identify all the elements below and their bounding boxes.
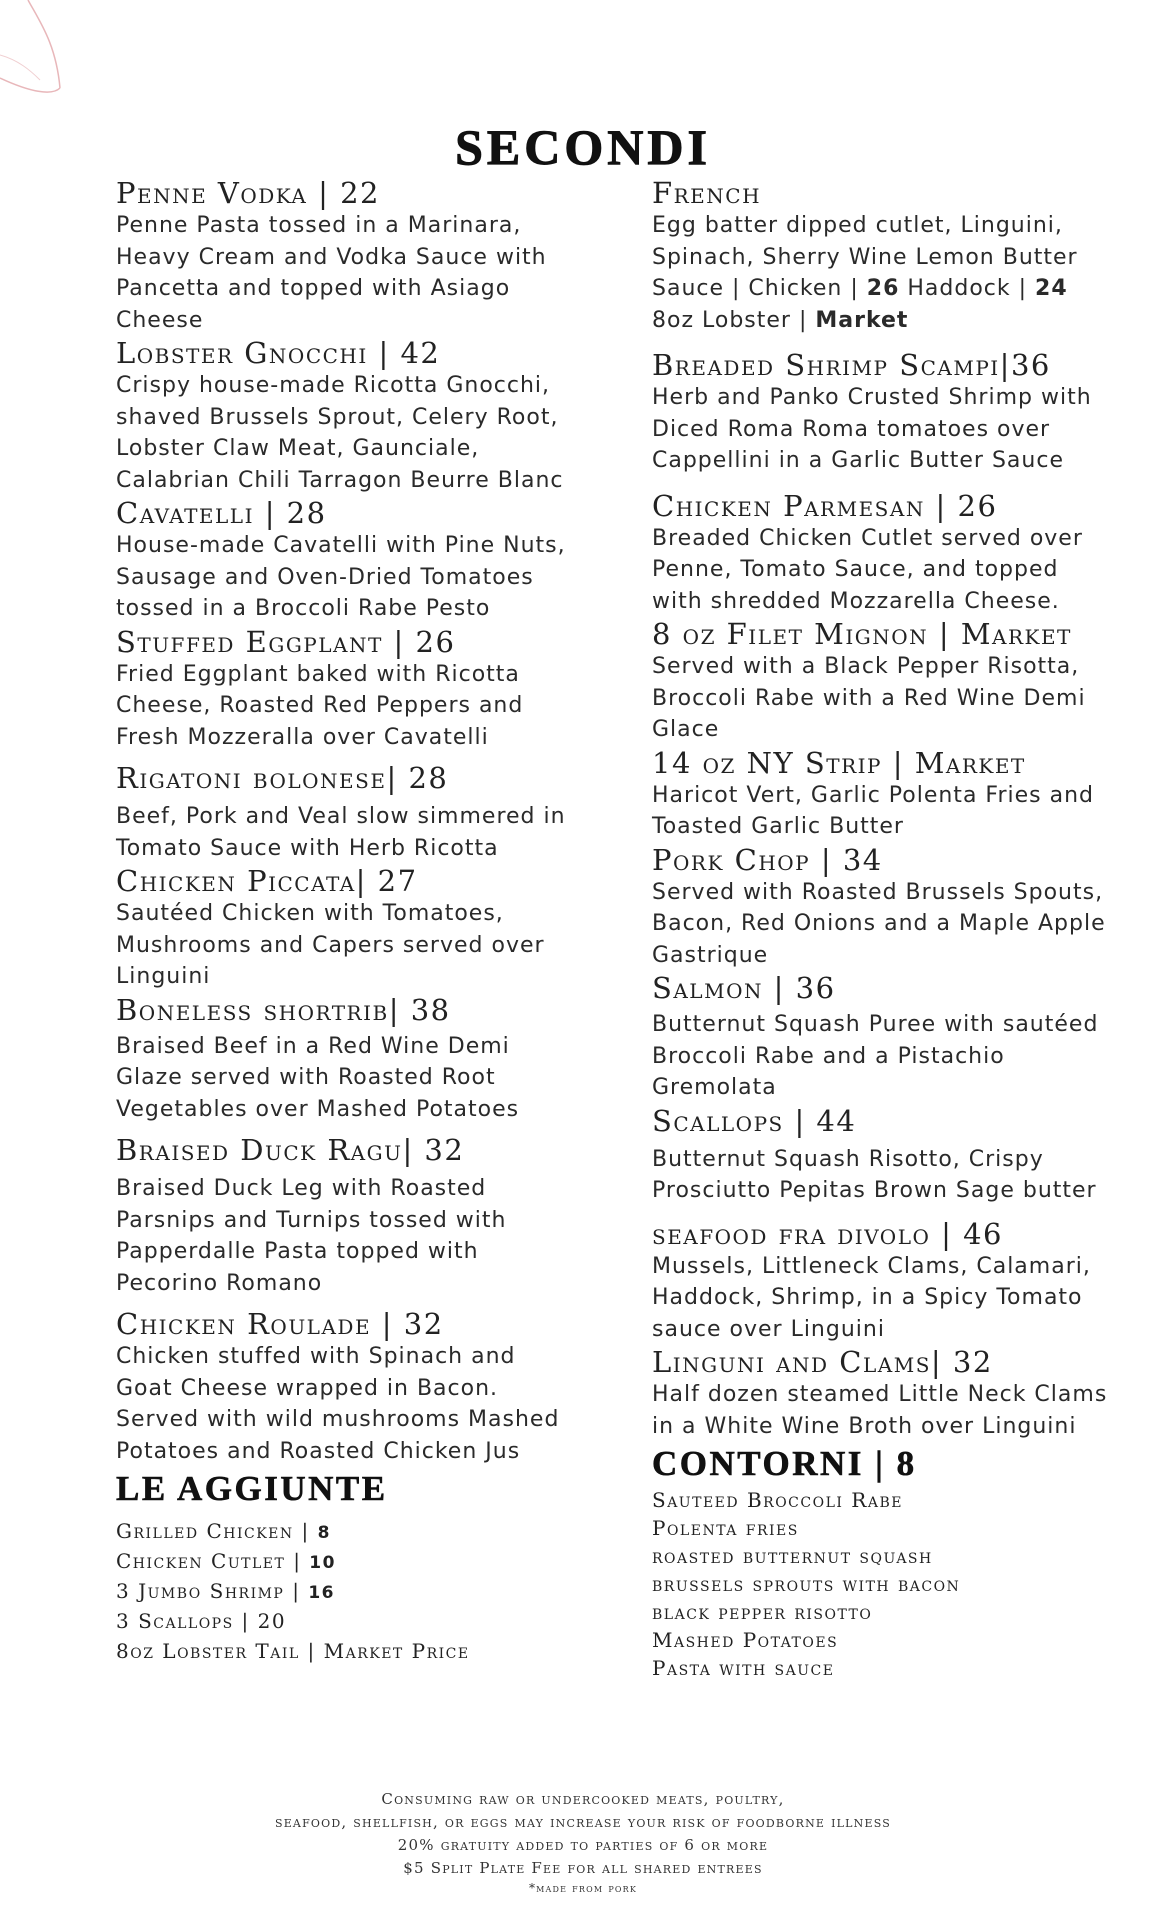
- menu-item-name: Boneless shortrib| 38: [116, 992, 451, 1027]
- side-item: roasted butternut squash: [652, 1544, 933, 1568]
- side-item: Polenta fries: [652, 1516, 799, 1540]
- menu-item-description: Breaded Chicken Cutlet served over Penne, Tomato Sauce, and topped with shredded Mozzarella Cheese.: [652, 525, 1083, 614]
- section-title-aggiunte: LE AGGIUNTE: [116, 1469, 388, 1508]
- menu-item-name: Cavatelli | 28: [116, 496, 327, 530]
- menu-item-name: Linguni and Clams| 32: [652, 1345, 993, 1379]
- menu-item-cavatelli: [116, 496, 578, 625]
- addon-item: 8oz Lobster Tail | Market Price: [116, 1639, 470, 1663]
- menu-item-name: Lobster Gnocchi | 42: [116, 336, 441, 370]
- menu-item-name: French: [652, 176, 762, 210]
- menu-item-french: [652, 176, 1114, 336]
- menu-item-description: House-made Cavatelli with Pine Nuts, Sausage and Oven-Dried Tomatoes tossed in a Broccoli Rabe Pesto: [116, 533, 566, 621]
- menu-item-name: Braised Duck Ragu| 32: [116, 1133, 465, 1167]
- section-title-contorni: CONTORNI | 8: [652, 1444, 917, 1483]
- menu-item-boneless-shortrib: [116, 993, 578, 1126]
- menu-item-filet-mignon: [652, 617, 1114, 746]
- menu-item-description: Butternut Squash Risotto, Crispy Prosciutto Pepitas Brown Sage butter: [652, 1146, 1097, 1203]
- menu-item-pork-chop: [652, 843, 1114, 972]
- addon-item: Grilled Chicken | 8: [116, 1519, 331, 1543]
- menu-item-description: Crispy house-made Ricotta Gnocchi, shaved Brussels Sprout, Celery Root, Lobster Claw Meat, Gaunciale, Calabrian Chili Tarragon Beurre Blanc: [116, 373, 564, 493]
- menu-item-chicken-piccata: [116, 864, 578, 993]
- menu-item-description: Haricot Vert, Garlic Polenta Fries and Toasted Garlic Butter: [652, 782, 1095, 839]
- menu-item-description: Braised Beef in a Red Wine Demi Glaze served with Roasted Root Vegetables over Mashed Potatoes: [116, 1033, 520, 1122]
- footer-line: 20% gratuity added to parties of 6 or more: [397, 1836, 769, 1854]
- menu-item-description: Chicken stuffed with Spinach and Goat Cheese wrapped in Bacon. Served with wild mushrooms Mashed Potatoes and Roasted Chicken Jus: [116, 1344, 560, 1464]
- menu-item-lobster-gnocchi: [116, 336, 578, 496]
- menu-item-name: 8 oz Filet Mignon | Market: [652, 617, 1072, 651]
- page-title: SECONDI: [455, 119, 711, 175]
- side-item: black pepper risotto: [652, 1600, 873, 1624]
- side-item: Sauteed Broccoli Rabe: [652, 1488, 903, 1512]
- menu-item-seafood-fra-divolo: [652, 1217, 1114, 1346]
- corner-flourish-decoration: [0, 0, 80, 110]
- menu-item-description: Sautéed Chicken with Tomatoes, Mushrooms and Capers served over Linguini: [116, 901, 545, 989]
- menu-item-description: Penne Pasta tossed in a Marinara, Heavy Cream and Vodka Sauce with Pancetta and topped with Asiago Cheese: [116, 213, 547, 333]
- menu-item-stuffed-eggplant: [116, 625, 578, 754]
- footer-line: *made from pork: [528, 1881, 638, 1895]
- menu-item-linguni-and-clams: [652, 1345, 1114, 1442]
- footer-notice: [0, 1788, 1166, 1896]
- menu-item-description: Butternut Squash Puree with sautéed Broccoli Rabe and a Pistachio Gremolata: [652, 1012, 1099, 1100]
- menu-item-name: Penne Vodka | 22: [116, 176, 380, 210]
- footer-line: $5 Split Plate Fee for all shared entrees: [403, 1859, 763, 1877]
- contorni-list: [652, 1486, 1114, 1682]
- addon-item: 3 Scallops | 20: [116, 1609, 287, 1633]
- right-column: [652, 176, 1114, 1682]
- menu-item-description: Half dozen steamed Little Neck Clams in a White Wine Broth over Linguini: [652, 1382, 1108, 1439]
- menu-item-name: Chicken Roulade | 32: [116, 1307, 444, 1341]
- menu-item-name: Pork Chop | 34: [652, 842, 883, 877]
- side-item: Pasta with sauce: [652, 1656, 835, 1680]
- menu-item-braised-duck-ragu: [116, 1133, 578, 1299]
- menu-item-name: Chicken Parmesan | 26: [652, 488, 998, 523]
- side-item: Mashed Potatoes: [652, 1628, 839, 1652]
- menu-item-description: Served with a Black Pepper Risotta, Broccoli Rabe with a Red Wine Demi Glace: [652, 654, 1086, 742]
- menu-item-description: Served with Roasted Brussels Spouts, Bacon, Red Onions and a Maple Apple Gastrique: [652, 879, 1106, 968]
- menu-item-breaded-shrimp-scampi: [652, 348, 1114, 477]
- menu-item-name: Salmon | 36: [652, 971, 836, 1005]
- menu-item-name: Breaded Shrimp Scampi|36: [652, 348, 1051, 382]
- menu-item-description: Fried Eggplant baked with Ricotta Cheese, Roasted Red Peppers and Fresh Mozzeralla over Cavatelli: [116, 661, 524, 750]
- menu-item-name: Scallops | 44: [652, 1103, 857, 1138]
- menu-item-name: Rigatoni bolonese| 28: [116, 761, 449, 795]
- menu-item-name: Stuffed Eggplant | 26: [116, 624, 456, 659]
- left-column: [116, 176, 578, 1667]
- menu-item-name: 14 oz NY Strip | Market: [652, 745, 1026, 780]
- footer-line: Consuming raw or undercooked meats, poultry,: [381, 1790, 785, 1808]
- menu-item-description: Braised Duck Leg with Roasted Parsnips and Turnips tossed with Papperdalle Pasta topped with Pecorino Romano: [116, 1176, 507, 1296]
- menu-item-name: seafood fra divolo | 46: [652, 1216, 1003, 1251]
- menu-item-description: Herb and Panko Crusted Shrimp with Diced Roma Roma tomatoes over Cappellini in a Garlic Butter Sauce: [652, 385, 1092, 473]
- menu-item-name: Chicken Piccata| 27: [116, 864, 418, 898]
- menu-item-ny-strip: [652, 746, 1114, 843]
- menu-item-description: Beef, Pork and Veal slow simmered in Tomato Sauce with Herb Ricotta: [116, 804, 566, 861]
- menu-item-rigatoni-bolonese: [116, 761, 578, 864]
- addon-item: 3 Jumbo Shrimp | 16: [116, 1579, 335, 1603]
- menu-item-description: Egg batter dipped cutlet, Linguini, Spinach, Sherry Wine Lemon Butter Sauce | Chicken | 26 Haddock | 24 8oz Lobster | Market: [652, 213, 1078, 333]
- menu-item-penne-vodka: [116, 176, 578, 336]
- menu-item-salmon: [652, 971, 1114, 1104]
- menu-item-scallops: [652, 1104, 1114, 1207]
- menu-item-chicken-parmesan: [652, 489, 1114, 618]
- menu-item-description: Mussels, Littleneck Clams, Calamari, Haddock, Shrimp, in a Spicy Tomato sauce over Linguini: [652, 1253, 1091, 1342]
- footer-line: seafood, shellfish, or eggs may increase your risk of foodborne illness: [274, 1813, 892, 1831]
- side-item: brussels sprouts with bacon: [652, 1572, 961, 1596]
- menu-item-chicken-roulade: [116, 1307, 578, 1467]
- aggiunte-list: [116, 1517, 578, 1667]
- addon-item: Chicken Cutlet | 10: [116, 1549, 336, 1573]
